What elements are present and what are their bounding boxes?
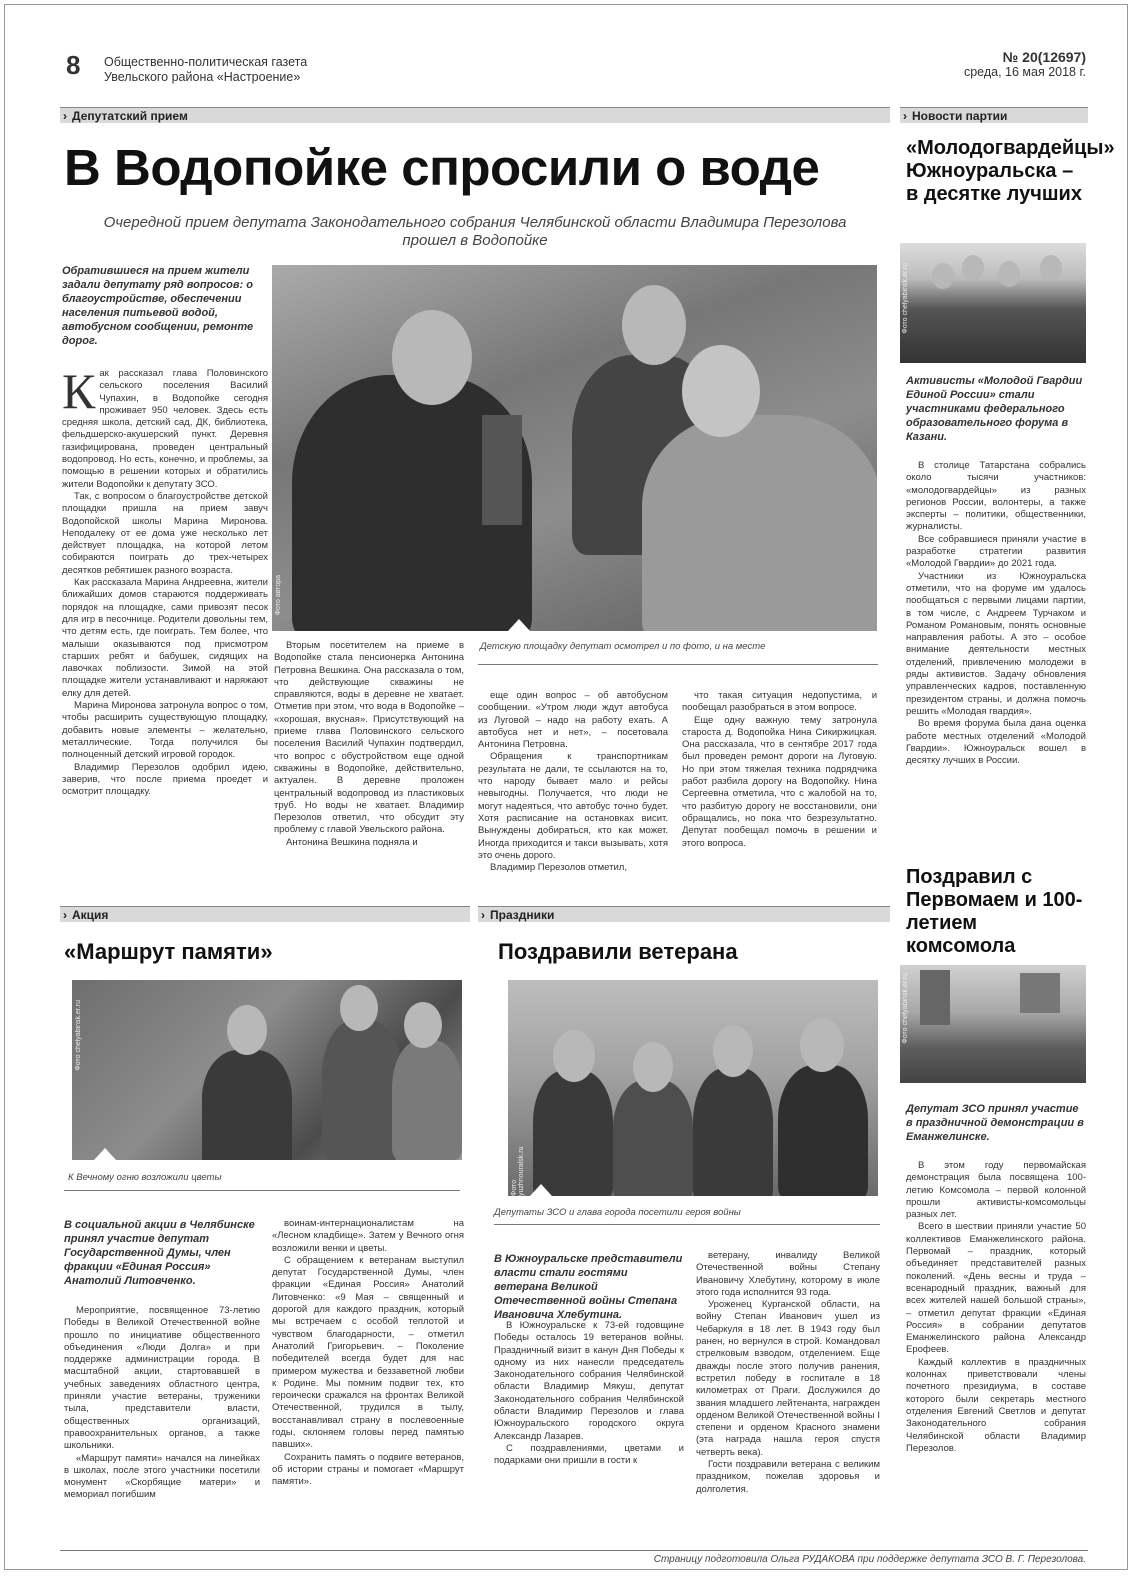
party-news-paragraph: Во время форума была дана оценка работе местных отделений «Молодой Гвардии». Южноуральск вошел в десятку лучших в России. <box>906 718 1086 767</box>
rubric-party-news: › Новости партии <box>900 107 1088 123</box>
veteran-column-2 <box>696 1250 880 1530</box>
main-article-paragraph: Как рассказала Марина Андреевна, жители ближайших домов стараются поддерживать порядок на площадке, сами привозят песок для игр в песочнице. Родители довольны тем, что детям есть, где поиграть. Тем более, что малыши оказываются под присмотром старших ребят и бабушек, сидящих на лавочках поблизости. Зимой на этой площадке жители устанавливают и наряжают елку для детей. <box>62 577 268 699</box>
caption-divider <box>64 1190 460 1191</box>
main-article-paragraph: Владимир Перезолов одобрил идею, заверив, что после приема проедет и осмотрит площадку. <box>62 761 268 798</box>
may-day-paragraph: В этом году первомайская демонстрация была посвящена 100-летию Комсомола – первой колонной прошли активисты-комсомольцы разных лет. <box>906 1160 1086 1221</box>
footer-note: Страницу подготовила Ольга РУДАКОВА при поддержке депутата ЗСО В. Г. Перезолова. <box>653 1554 1086 1565</box>
main-article-lead: Обратившиеся на прием жители задали депутату ряд вопросов: о благоустройстве, обеспечении населения питьевой водой, автобусном сообщении, ремонте дорог. <box>62 265 254 347</box>
memory-route-lead: В социальной акции в Челябинске принял участие депутат Государственной Думы, член фракции «Единая Россия» Анатолий Литовченко. <box>64 1219 255 1287</box>
main-article-paragraph: Так, с вопросом о благоустройстве детской площадки пришла на прием завуч Водопойской школы Марина Миронова. Неподалеку от ее дома уже несколько лет действует площадка, на которой летом собираются поиграть до трех-четырех десятков ребятишек разного возраста. <box>62 490 268 576</box>
memory-route-column-2 <box>272 1218 464 1518</box>
party-news-body <box>906 460 1086 850</box>
veteran-title: Поздравили ветерана <box>498 939 738 964</box>
veteran-photo <box>508 980 878 1196</box>
may-day-photo-credit: Фото chelyabinsk.er.ru <box>902 973 909 1044</box>
main-article-paragraph: еще один вопрос – об автобусном сообщении. «Утром люди ждут автобуса из Луговой – надо на работу ехать. А автобуса нет и нет», – посетовала Антонина Петровна. <box>478 690 668 751</box>
main-article-subtitle: Очередной прием депутата Законодательного собрания Челябинской области Владимира Перезолова прошел в Водопойке <box>103 214 847 249</box>
memory-route-paragraph: Мероприятие, посвященное 73-летию Победы в Великой Отечественной войне прошло по инициативе общественного объединения «Люди Долга» и при поддержке администрации города. В масштабной акции, стартовавшей в учебных заведениях областного центра, приняли участие ветераны, труженики тыла, представители власти, общественных организаций, правоохранительных органов, а также школьники. <box>64 1305 260 1452</box>
may-day-title: Поздравил с Первомаем и 100-летием комсомола <box>906 866 1083 957</box>
main-article-photo <box>272 265 877 631</box>
issue-date: среда, 16 мая 2018 г. <box>963 65 1086 79</box>
may-day-photo <box>900 965 1086 1083</box>
veteran-photo-caption: Депутаты ЗСО и глава города посетили героя войны <box>494 1207 741 1218</box>
issue-info <box>964 50 1086 80</box>
main-article-paragraph: Обращения к транспортникам результата не дали, те ссылаются на то, что народу бывает мало и рейсы невыгодны. Получается, что люди не могут надеяться, что автобус точно будет. Хотя расписание на остановках висит. Вынуждены добираться, кто как может. Иногда приходится и такси вызывать, хотя это очень дорого. <box>478 751 668 861</box>
memory-route-paragraph: «Маршрут памяти» начался на линейках в школах, после этого участники посетили монумент «Скорбящие матери» и мемориал погибшим <box>64 1452 260 1501</box>
photo-caption-marker-icon <box>530 1184 552 1196</box>
publication-line-1: Общественно-политическая газета <box>104 55 308 69</box>
party-news-paragraph: В столице Татарстана собрались около тысячи участников: «молодогвардейцы» из разных регионов России, волонтеры, а также эксперты – политики, общественники, журналисты. <box>906 460 1086 533</box>
main-article-paragraph: Марина Миронова затронула вопрос о том, чтобы расширить существующую площадку, добавить новые элементы – желательно, металлические. Тогда получился бы полноценный детский игровой городок. <box>62 700 268 761</box>
party-news-photo <box>900 243 1086 363</box>
caption-divider <box>478 664 878 665</box>
veteran-column-1 <box>494 1320 684 1530</box>
main-article-column-3 <box>478 690 668 880</box>
may-day-paragraph: Всего в шествии приняли участие 50 коллективов Еманжелинского района. Первомай – праздник, который объединяет представителей разных поколений. «День весны и труда – всенародный праздник, важный для всех жителей нашей большой страны», – отметил депутат фракции «Единая Россия» в собрании депутатов Еманжелинского района Александр Ерофеев. <box>906 1221 1086 1356</box>
rubric-deputy-reception: › Депутатский прием <box>60 107 890 123</box>
veteran-lead: В Южноуральске представители власти стали гостями ветерана Великой Отечественной войны Степана Ивановича Хлебутина. <box>494 1253 683 1321</box>
caption-divider <box>494 1224 880 1225</box>
memory-route-paragraph: С обращением к ветеранам выступил депутат Государственной Думы, член фракции «Единая Россия» Анатолий Литовченко: «9 Мая – священный и дорогой для каждого праздник, который мы встречаем с особой теплотой и чувством благодарности, – отметил Анатолий Григорьевич. – Поколение победителей всегда будет для нас примером мужества и беззаветной любви к Родине. Мы помним подвиг тех, кто героически сражался на фронтах Великой Отечественной, трудился в тылу, восстанавливал страну в послевоенные годы, склоняем головы перед памятью павших». <box>272 1254 464 1451</box>
main-article-paragraph: Владимир Перезолов отметил, <box>490 862 627 874</box>
veteran-paragraph: В Южноуральске к 73-ей годовщине Победы осталось 19 ветеранов войны. Праздничный визит в канун Дня Победы к одному из них нанесли председатель Законодательного собрания Челябинской области Владимир Мякуш, депутат Законодательного собрания Челябинской области Владимир Перезолов и глава Южноуральского городского округа Александр Лазарев. <box>494 1320 684 1442</box>
party-news-paragraph: Все собравшиеся приняли участие в разработке стратегии развития «Молодой Гвардии» до 2021 года. <box>906 533 1086 570</box>
main-article-paragraph: Антонина Вешкина подняла и <box>286 836 418 848</box>
main-article-title: В Водопойке спросили о воде <box>64 139 820 196</box>
photo-caption-marker-icon <box>508 619 530 631</box>
party-news-paragraph: Участники из Южноуральска отметили, что на форуме им удалось пообщаться с первыми лицами партии, в том числе, с Андреем Турчаком и Романом Романовым, понять основные направления работы. А это – особое внимание деятельности местных отделений, привлечению молодежи в ряды активистов. Задачу обновления управленческих кадров, поставленную президентом страны, и должна помочь решить «Молодая гвардия». <box>906 570 1086 717</box>
page-number: 8 <box>66 50 81 80</box>
may-day-paragraph: Каждый коллектив в праздничных колоннах приветствовали члены почетного президиума, в составе которого были секретарь местного отделения Евгений Светлов и депутат Законодательного собрания Челябинской области Владимир Перезолов. <box>906 1356 1086 1454</box>
memory-route-paragraph: воинам-интернационалистам на «Лесном кладбище». Затем у Вечного огня возложили венки и цветы. <box>272 1218 464 1254</box>
rubric-action: › Акция <box>60 906 470 922</box>
main-photo-credit: Фото автора <box>275 575 282 616</box>
main-article-paragraph: Вторым посетителем на приеме в Водопойке стала пенсионерка Антонина Петровна Вешкина. Она рассказала о том, что действующие скважины не справляются, воды в деревне не хватает. Отметив при этом, что вода в Водопойке – «хорошая, вкусная». Присутствующий на приеме глава Половинского сельского поселения Василий Чупахин подтвердил, что вопрос с обустройством еще одной скважины в Водопойке, действительно, актуален. В деревне проложен центральный водопровод из пластиковых труб. Но воды не хватает. Владимир Перезолов ответил, что обсудит эту проблему с главой Увельского района. <box>274 640 464 836</box>
veteran-photo-credit: Фото yuzhnouralsk.ru <box>511 1146 525 1196</box>
memory-route-title: «Маршрут памяти» <box>64 939 273 964</box>
main-article-column-2 <box>274 640 464 880</box>
drop-cap: К <box>62 368 96 419</box>
party-news-title: «Молодогвардейцы» Южноуральска – в десятке лучших <box>906 137 1115 205</box>
party-photo-credit: Фото chelyabinsk.er.ru <box>902 263 909 334</box>
memory-photo-caption: К Вечному огню возложили цветы <box>68 1172 222 1183</box>
photo-caption-marker-icon <box>94 1148 116 1160</box>
veteran-paragraph: Уроженец Курганской области, на войну Степан Иванович ушел из Чебаркуля в 18 лет. В 1943 году был ранен, но вернулся в строй. Командовал стрелковым взводом, отделением. Еще дважды после этого получив ранения, встретил победу в госпитале в 18 километрах от Праги. Дослужился до звания младшего лейтенанта, награжден орденом Великой Отечественной войны I степени и орденом Красного знамени (эта награда нашла героя спустя четверть века). <box>696 1299 880 1458</box>
main-article-column-1 <box>62 368 268 893</box>
main-article-paragraph: что такая ситуация недопустима, и пообещал разобраться в этом вопросе. <box>682 690 877 714</box>
rubric-holidays: › Праздники <box>478 906 890 922</box>
memory-route-photo <box>72 980 462 1160</box>
main-article-paragraph: Еще одну важную тему затронула староста д. Водопойка Нина Сикиржицкая. Она рассказала, что в сентябре 2017 года был проведен ремонт дороги на Луговую. Но при этом тяжелая техника подрядчика работ разбила дорогу на Водопойку. Нина Сергеевна отметила, что с жалобой на то, что разбитую дорогу не восстановили, они обращались, но пока что безрезультатно. Депутат пообещал помочь в решении и этого вопроса. <box>682 714 877 849</box>
issue-number: № 20(12697) <box>1002 49 1086 65</box>
main-article-column-4 <box>682 690 877 880</box>
veteran-paragraph: ветерану, инвалиду Великой Отечественной войны Степану Ивановичу Хлебутину, которому в июле этого года исполнится 93 года. <box>696 1250 880 1298</box>
memory-route-column-1 <box>64 1305 260 1545</box>
main-article-paragraph: Как рассказал глава Половинского сельского поселения Василий Чупахин, в Водопойке сегодня проживает 950 человек. Здесь есть средняя школа, детский сад, ДК, библиотека, фельдшерско-акушерский пункт. Деревня газифицирована, проведен центральный водопровод. Но есть, конечно, и проблемы, за помощью в решении которых и обратились жители Водопойки к депутату ЗСО. <box>62 368 268 490</box>
veteran-paragraph: С поздравлениями, цветами и подарками они пришли в гости к <box>494 1442 684 1467</box>
memory-route-paragraph: Сохранить память о подвиге ветеранов, об истории страны и помогает «Маршрут памяти». <box>272 1451 464 1488</box>
party-news-lead: Активисты «Молодой Гвардии Единой России» стали участниками федерального образовательного форума в Казани. <box>906 375 1083 443</box>
publication-line-2: Увельского района «Настроение» <box>104 70 301 84</box>
may-day-body <box>906 1160 1086 1510</box>
veteran-paragraph: Гости поздравили ветерана с великим праздником, пожелав здоровья и долголетия. <box>696 1459 880 1495</box>
main-photo-caption: Детскую площадку депутат осмотрел и по фото, и на месте <box>480 641 766 652</box>
footer-divider <box>60 1550 1088 1551</box>
may-day-lead: Депутат ЗСО принял участие в праздничной демонстрации в Еманжелинске. <box>906 1103 1084 1143</box>
memory-photo-credit: Фото chelyabinsk.er.ru <box>75 1000 82 1071</box>
publication-info <box>104 55 307 85</box>
